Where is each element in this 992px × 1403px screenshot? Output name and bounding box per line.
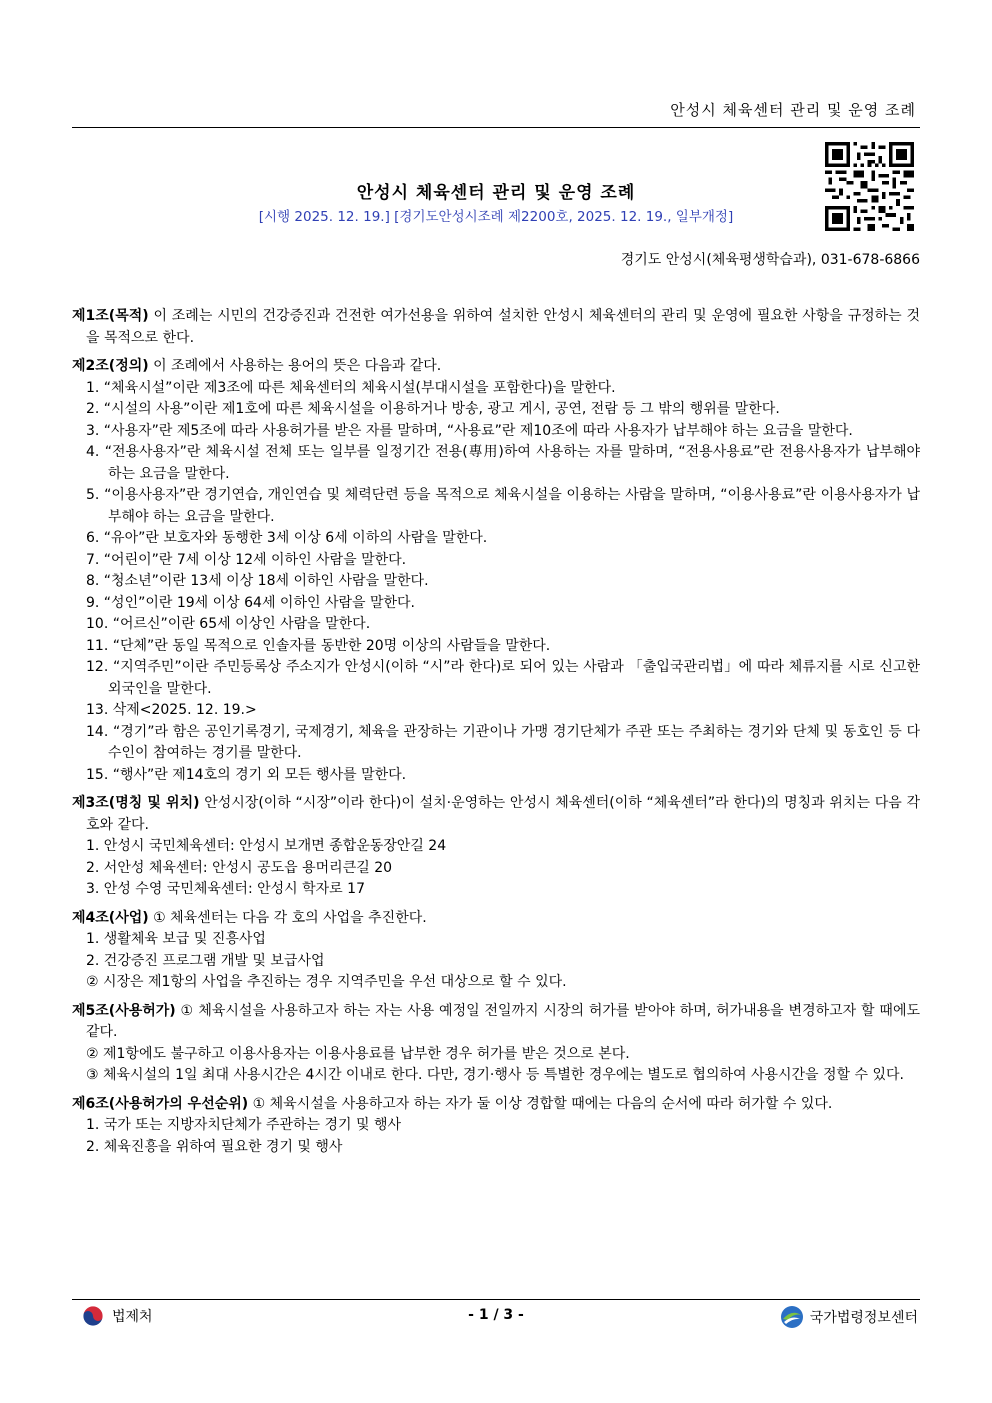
paragraph: ② 시장은 제1항의 사업을 추진하는 경우 지역주민을 우선 대상으로 할 수 있다.	[86, 974, 567, 990]
article-heading: 제6조(사용허가의 우선순위)	[72, 1095, 249, 1112]
article	[72, 793, 920, 836]
list-item: 1. “체육시설”이란 제3조에 따른 체육센터의 체육시설(부대시설을 포함한다)을 말한다.	[86, 379, 616, 396]
document-subtitle: [시행 2025. 12. 19.] [경기도안성시조례 제2200호, 2025. 12. 19., 일부개정]	[258, 209, 734, 225]
article	[72, 306, 920, 349]
list-item: 3. 안성 수영 국민체육센터: 안성시 학자로 17	[86, 881, 365, 897]
article-heading: 제5조(사용허가)	[72, 1002, 176, 1019]
list-item: 1. 국가 또는 지방자치단체가 주관하는 경기 및 행사	[86, 1117, 401, 1133]
footer-right	[780, 1305, 918, 1329]
list-item: 2. 체육진흥을 위하여 필요한 경기 및 행사	[86, 1138, 343, 1155]
list-item: 12. “지역주민”이란 주민등록상 주소지가 안성시(이하 “시”라 한다)로 되어 있는 사람과 「출입국관리법」에 따라 체류지를 시로 신고한 외국인을 말한다.	[86, 659, 920, 697]
list-item: 3. “사용자”란 제5조에 따라 사용허가를 받은 자를 말하며, “사용료”란 제10조에 따라 사용자가 납부해야 하는 요금을 말한다.	[86, 422, 853, 439]
paragraph: ② 제1항에도 불구하고 이용사용자는 이용사용료를 납부한 경우 허가를 받은 것으로 본다.	[86, 1045, 630, 1062]
article-text: 이 조례에서 사용하는 용어의 뜻은 다음과 같다.	[148, 358, 442, 374]
department-contact: 경기도 안성시(체육평생학습과), 031-678-6866	[620, 252, 920, 268]
law-center-logo-icon	[780, 1305, 804, 1329]
article-heading: 제4조(사업)	[72, 909, 149, 926]
list-item: 10. “어르신”이란 65세 이상인 사람을 말한다.	[86, 616, 371, 632]
list-item: 2. 건강증진 프로그램 개발 및 보급사업	[86, 952, 325, 969]
page-number: - 1 / 3 -	[468, 1307, 524, 1323]
list-item: 9. “성인”이란 19세 이상 64세 이하인 사람을 말한다.	[86, 594, 416, 611]
footer-left-label: 법제처	[112, 1309, 153, 1325]
list-item: 11. “단체”란 동일 목적으로 인솔자를 동반한 20명 이상의 사람들을 말한다.	[86, 637, 551, 654]
list-item: 13. 삭제<2025. 12. 19.>	[86, 702, 257, 718]
article-text: ① 체육시설을 사용하고자 하는 자는 사용 예정일 전일까지 시장의 허가를 받아야 하며, 허가내용을 변경하고자 할 때에도 같다.	[86, 1002, 920, 1040]
article-text: ① 체육시설을 사용하고자 하는 자가 둘 이상 경합할 때에는 다음의 순서에 따라 허가할 수 있다.	[248, 1095, 833, 1112]
list-item: 7. “어린이”란 7세 이상 12세 이하인 사람을 말한다.	[86, 551, 407, 568]
list-item: 5. “이용사용자”란 경기연습, 개인연습 및 체력단련 등을 목적으로 체육시설을 이용하는 사람을 말하며, “이용사용료”란 이용사용자가 납부해야 하는 요금을 말한다.	[86, 487, 920, 525]
list-item: 6. “유아”란 보호자와 동행한 3세 이상 6세 이하의 사람을 말한다.	[86, 530, 488, 546]
footer-right-label: 국가법령정보센터	[809, 1310, 918, 1326]
article-heading: 제3조(명칭 및 위치)	[72, 795, 200, 811]
running-title: 안성시 체육센터 관리 및 운영 조례	[670, 101, 916, 119]
list-item: 1. 생활체육 보급 및 진흥사업	[86, 931, 266, 947]
article	[72, 1094, 920, 1116]
article	[72, 908, 920, 930]
list-item: 15. “행사”란 제14호의 경기 외 모든 행사를 말한다.	[86, 766, 407, 783]
article	[72, 356, 920, 378]
list-item: 2. 서안성 체육센터: 안성시 공도읍 용머리큰길 20	[86, 859, 393, 876]
article-text: 이 조례는 시민의 건강증진과 건전한 여가선용을 위하여 설치한 안성시 체육센터의 관리 및 운영에 필요한 사항을 규정하는 것을 목적으로 한다.	[86, 308, 920, 346]
article	[72, 1001, 920, 1044]
list-item: 4. “전용사용자”란 체육시설 전체 또는 일부를 일정기간 전용(專用)하여 사용하는 자를 말하며, “전용사용료”란 전용사용자가 납부해야 하는 요금을 말한다.	[86, 444, 920, 482]
article-heading: 제2조(정의)	[72, 358, 149, 374]
list-item: 14. “경기”라 함은 공인기록경기, 국제경기, 체육을 관장하는 기관이나 가맹 경기단체가 주관 또는 주최하는 경기와 단체 및 동호인 등 다수인이 참여하는 경기를 말한다.	[86, 723, 920, 761]
footer-divider	[72, 1299, 920, 1300]
law-body	[72, 306, 920, 1158]
article-heading: 제1조(목적)	[72, 308, 149, 324]
article-text: 안성시장(이하 “시장”이라 한다)이 설치·운영하는 안성시 체육센터(이하 “체육센터”라 한다)의 명칭과 위치는 다음 각 호와 같다.	[86, 795, 920, 833]
list-item: 1. 안성시 국민체육센터: 안성시 보개면 종합운동장안길 24	[86, 838, 447, 854]
header-divider	[72, 127, 920, 128]
paragraph: ③ 체육시설의 1일 최대 사용시간은 4시간 이내로 한다. 다만, 경기·행사 등 특별한 경우에는 별도로 협의하여 사용시간을 정할 수 있다.	[86, 1067, 904, 1083]
article-text: ① 체육센터는 다음 각 호의 사업을 추진한다.	[148, 909, 427, 926]
list-item: 2. “시설의 사용”이란 제1호에 따른 체육시설을 이용하거나 방송, 광고 게시, 공연, 전람 등 그 밖의 행위를 말한다.	[86, 401, 780, 417]
document-title: 안성시 체육센터 관리 및 운영 조례	[356, 183, 636, 203]
list-item: 8. “청소년”이란 13세 이상 18세 이하인 사람을 말한다.	[86, 573, 429, 589]
